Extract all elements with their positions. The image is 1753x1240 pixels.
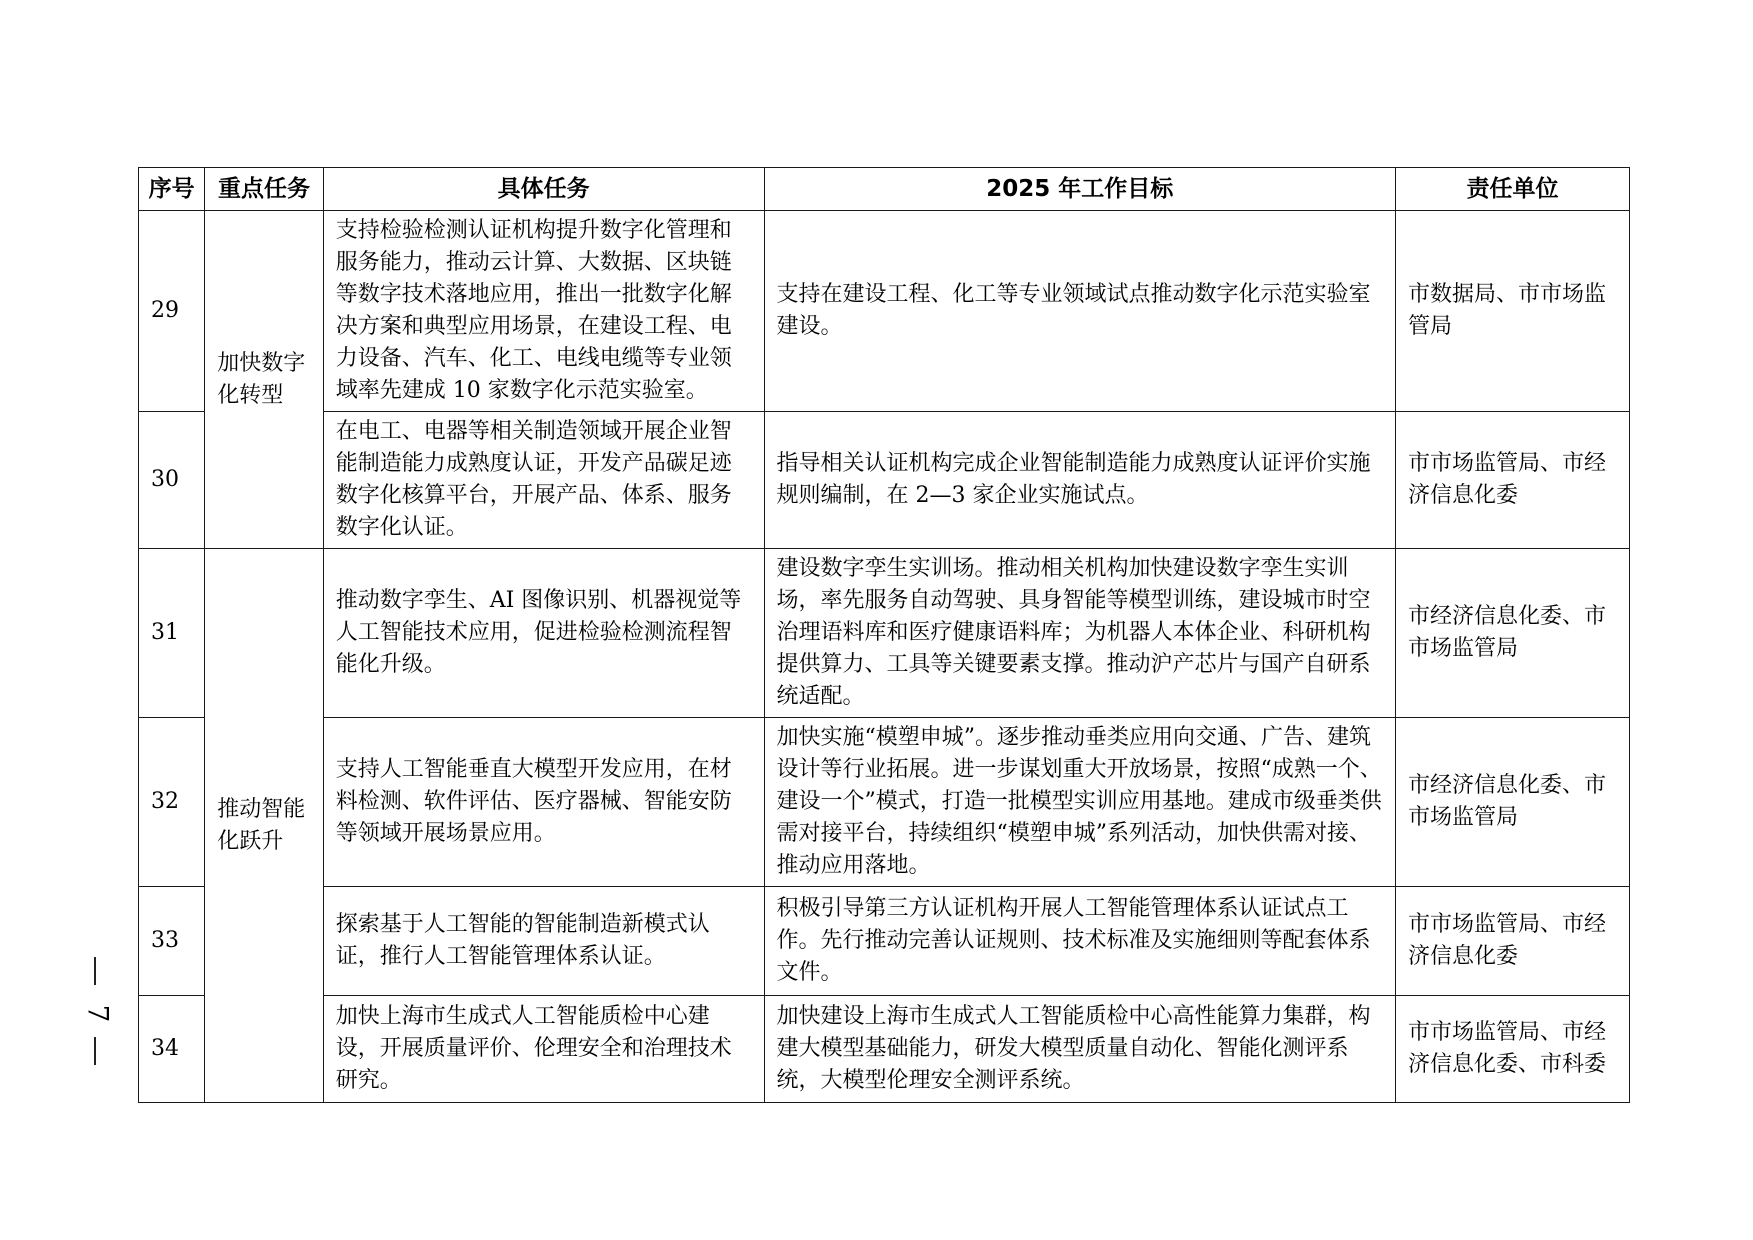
row-detail: 探索基于人工智能的智能制造新模式认证，推行人工智能管理体系认证。 [323,887,764,996]
page-number-marker [76,955,116,1065]
row-unit: 市市场监管局、市经济信息化委 [1396,887,1630,996]
row-unit: 市市场监管局、市经济信息化委、市科委 [1396,996,1630,1103]
header-key-task: 重点任务 [205,168,323,211]
row-detail: 加快上海市生成式人工智能质检中心建设，开展质量评价、伦理安全和治理技术研究。 [323,996,764,1103]
row-unit: 市经济信息化委、市市场监管局 [1396,718,1630,887]
page-dash-top [94,957,96,985]
row-number: 30 [139,412,205,549]
row-goal: 指导相关认证机构完成企业智能制造能力成熟度认证评价实施规则编制，在 2—3 家企业实施试点。 [764,412,1396,549]
header-seq: 序号 [139,168,205,211]
page-number: 7 [81,1004,115,1023]
header-detail: 具体任务 [323,168,764,211]
row-number: 29 [139,211,205,412]
task-table [138,167,1630,1103]
row-unit: 市数据局、市市场监管局 [1396,211,1630,412]
row-goal: 支持在建设工程、化工等专业领域试点推动数字化示范实验室建设。 [764,211,1396,412]
header-goal: 2025 年工作目标 [764,168,1396,211]
row-goal: 加快实施“模塑申城”。逐步推动垂类应用向交通、广告、建筑设计等行业拓展。进一步谋划重大开放场景，按照“成熟一个、建设一个”模式，打造一批模型实训应用基地。建成市级垂类供需对接平台，持续组织“模塑申城”系列活动，加快供需对接、推动应用落地。 [764,718,1396,887]
table-row [139,412,1630,549]
table-header-row [139,168,1630,211]
row-unit: 市市场监管局、市经济信息化委 [1396,412,1630,549]
table-row [139,996,1630,1103]
row-number: 34 [139,996,205,1103]
header-unit: 责任单位 [1396,168,1630,211]
row-number: 32 [139,718,205,887]
row-goal: 建设数字孪生实训场。推动相关机构加快建设数字孪生实训场，率先服务自动驾驶、具身智能等模型训练，建设城市时空治理语料库和医疗健康语料库；为机器人本体企业、科研机构提供算力、工具等关键要素支撑。推动沪产芯片与国产自研系统适配。 [764,549,1396,718]
table-row [139,718,1630,887]
table-row [139,549,1630,718]
row-detail: 在电工、电器等相关制造领域开展企业智能制造能力成熟度认证，开发产品碳足迹数字化核算平台，开展产品、体系、服务数字化认证。 [323,412,764,549]
row-number: 31 [139,549,205,718]
row-goal: 积极引导第三方认证机构开展人工智能管理体系认证试点工作。先行推动完善认证规则、技术标准及实施细则等配套体系文件。 [764,887,1396,996]
row-unit: 市经济信息化委、市市场监管局 [1396,549,1630,718]
row-detail: 推动数字孪生、AI 图像识别、机器视觉等人工智能技术应用，促进检验检测流程智能化升级。 [323,549,764,718]
table-row [139,211,1630,412]
row-detail: 支持检验检测认证机构提升数字化管理和服务能力，推动云计算、大数据、区块链等数字技术落地应用，推出一批数字化解决方案和典型应用场景，在建设工程、电力设备、汽车、化工、电线电缆等专业领域率先建成 10 家数字化示范实验室。 [323,211,764,412]
table-row [139,887,1630,996]
group-label: 加快数字化转型 [205,211,323,549]
row-detail: 支持人工智能垂直大模型开发应用，在材料检测、软件评估、医疗器械、智能安防等领域开展场景应用。 [323,718,764,887]
page-dash-bottom [94,1037,96,1065]
row-number: 33 [139,887,205,996]
group-label: 推动智能化跃升 [205,549,323,1103]
row-goal: 加快建设上海市生成式人工智能质检中心高性能算力集群，构建大模型基础能力，研发大模型质量自动化、智能化测评系统，大模型伦理安全测评系统。 [764,996,1396,1103]
